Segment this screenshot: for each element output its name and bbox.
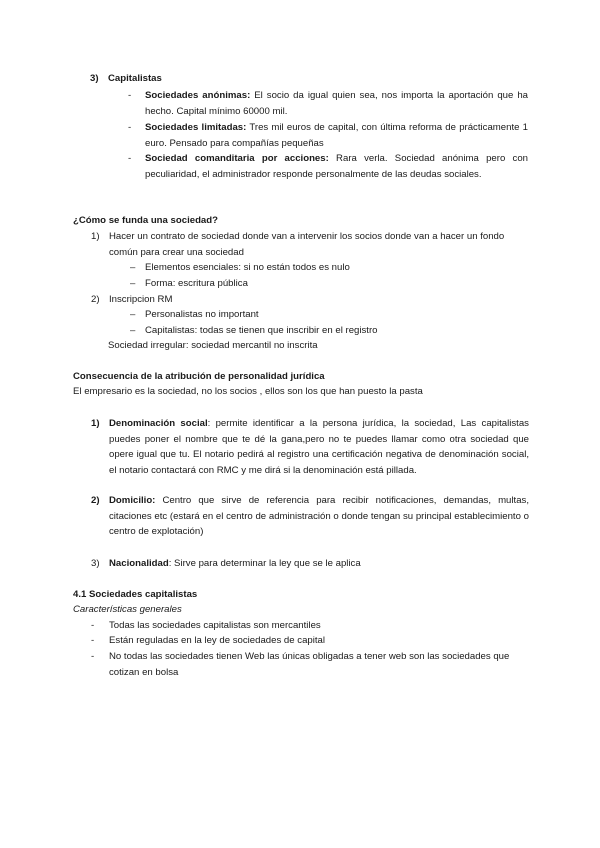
bullet-dash: - <box>91 651 95 662</box>
item-text: Rara verla. Sociedad anónima pero con peculiaridad, el administrador responde personalmente de las deudas sociales. <box>145 153 528 180</box>
list-number: 2) <box>91 495 100 506</box>
bullet-item: Todas las sociedades capitalistas son mercantiles <box>109 620 321 631</box>
item-label: Nacionalidad <box>109 558 169 569</box>
section-heading: 4.1 Sociedades capitalistas <box>73 589 198 600</box>
item-text: Tres mil euros de capital, con última reforma de prácticamente 1 euro. Pensado para compañías pequeñas <box>145 122 528 149</box>
item-label: Denominación social <box>109 418 208 429</box>
item-label: Domicilio: <box>109 495 156 506</box>
bullet-dash: - <box>91 620 95 631</box>
list-item <box>109 556 529 572</box>
list-item: Inscripcion RM <box>109 294 173 305</box>
bullet-dash: - <box>128 153 132 164</box>
item-label: Sociedades anónimas: <box>145 90 251 101</box>
sub-item: Capitalistas: todas se tienen que inscribir en el registro <box>145 325 378 336</box>
note: Sociedad irregular: sociedad mercantil no inscrita <box>108 340 318 351</box>
item-text: : Sirve para determinar la ley que se le aplica <box>168 558 361 569</box>
bullet-dash: - <box>128 90 132 101</box>
sub-item: Elementos esenciales: si no están todos es nulo <box>145 262 350 273</box>
sub-item: Personalistas no important <box>145 309 259 320</box>
item-label: Sociedades limitadas: <box>145 122 247 133</box>
sub-item: Forma: escritura pública <box>145 278 248 289</box>
list-number: 3) <box>91 558 100 569</box>
bullet-dash: - <box>128 122 132 133</box>
list-number: 2) <box>91 294 100 305</box>
item-text: El socio da igual quien sea, nos importa la aportación que ha hecho. Capital mínimo 60000 mil. <box>145 90 528 117</box>
bullet-dash: - <box>91 635 95 646</box>
list-number: 1) <box>91 231 100 242</box>
list-number: 3) <box>90 73 99 84</box>
list-number: 1) <box>91 418 100 429</box>
list-item: Hacer un contrato de sociedad donde van a intervenir los socios donde van a hacer un fondo común para crear una sociedad <box>109 231 505 258</box>
list-item <box>145 151 528 182</box>
section-title: Capitalistas <box>108 73 162 84</box>
bullet-dash: – <box>130 262 136 273</box>
section-heading: Consecuencia de la atribución de personalidad jurídica <box>73 371 325 382</box>
bullet-item: No todas las sociedades tienen Web las únicas obligadas a tener web son las sociedades que cotizan en bolsa <box>109 651 510 678</box>
section-heading: ¿Cómo se funda una sociedad? <box>73 215 218 226</box>
item-text: Centro que sirve de referencia para recibir notificaciones, demandas, multas, citaciones etc (estará en el centro de administración o donde tengan su principal establecimiento o centro de explotación) <box>109 495 529 538</box>
list-item <box>145 120 528 151</box>
bullet-item: Están reguladas en la ley de sociedades de capital <box>109 635 326 646</box>
list-item <box>109 493 529 540</box>
bullet-dash: – <box>130 278 136 289</box>
section-subheading: Características generales <box>73 604 182 615</box>
list-item <box>145 88 528 119</box>
item-text: : permite identificar a la persona jurídica, la sociedad, Las capitalistas puedes poner el nombre que te dé la gana,pero no te puedes llamar como otra sociedad que opere igual que tu. El notario pedirá al registro una certificación negativa de denominación social, el notario contactará con RMC y me dirá si la denominación está pillada. <box>109 418 529 476</box>
list-item <box>109 416 529 478</box>
intro-text: El empresario es la sociedad, no los socios , ellos son los que han puesto la pasta <box>73 386 423 397</box>
bullet-dash: – <box>130 309 136 320</box>
item-label: Sociedad comanditaria por acciones: <box>145 153 329 164</box>
bullet-dash: – <box>130 325 136 336</box>
